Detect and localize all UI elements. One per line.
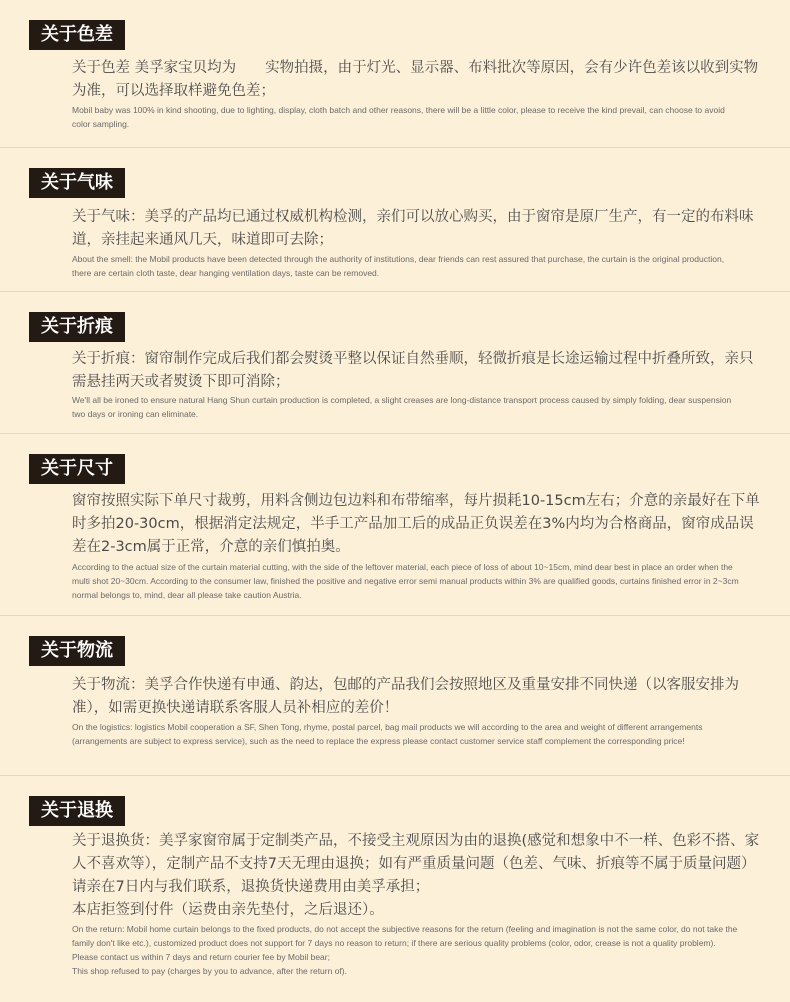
body-en-paragraph: This shop refused to pay (charges by you to advance, after the return of). [72, 966, 347, 976]
body-en-paragraph: We'll all be ironed to ensure natural Hang Shun curtain production is completed, a slight creases are long-distance transport process caused by simply folding, dear suspension two days or ironing can eliminate. [72, 395, 732, 419]
section-body-en [72, 393, 742, 421]
section-body-cn [72, 490, 760, 559]
body-cn-paragraph: 关于气味：美孚的产品均已通过权威机构检测，亲们可以放心购买，由于窗帘是原厂生产，有一定的布料味道，亲挂起来通风几天，味道即可去除； [72, 209, 754, 248]
body-cn-paragraph: 本店拒签到付件（运费由亲先垫付，之后退还）。 [72, 902, 384, 918]
body-cn-paragraph: 关于折痕：窗帘制作完成后我们都会熨烫平整以保证自然垂顺，轻微折痕是长途运输过程中折叠所致，亲只需悬挂两天或者熨烫下即可消除； [72, 351, 754, 390]
section-body-cn [72, 57, 760, 103]
body-cn-paragraph: 关于物流：美孚合作快递有申通、韵达，包邮的产品我们会按照地区及重量安排不同快递（以客服安排为准），如需更换快递请联系客服人员补相应的差价！ [72, 677, 739, 716]
body-en-paragraph: According to the actual size of the curtain material cutting, with the side of the leftover material, each piece of loss of about 10~15cm, mind dear best in place an order when the multi shot 20~30cm. According to the consumer law, finished the positive and negative error semi manual products within 3% are qualified goods, curtains finished error in 2~3cm normal belongs to, mind, dear all please take caution Austria. [72, 562, 739, 600]
body-cn-paragraph: 关于色差 美孚家宝贝均为 实物拍摄，由于灯光、显示器、布料批次等原因，会有少许色差该以收到实物为准，可以选择取样避免色差； [72, 60, 759, 99]
section-title: 关于折痕 [29, 312, 125, 342]
section-logistics [0, 616, 790, 776]
section-title: 关于尺寸 [29, 454, 125, 484]
section-body-en [72, 922, 742, 978]
section-body-cn [72, 348, 760, 394]
section-smell [0, 148, 790, 292]
body-cn-paragraph: 窗帘按照实际下单尺寸裁剪，用料含侧边包边料和布带缩率，每片损耗10-15cm左右；介意的亲最好在下单时多拍20-30cm，根据消定法规定，半手工产品加工后的成品正负误差在3%内均为合格商品，窗帘成品误差在2-3cm属于正常，介意的亲们慎拍奥。 [72, 493, 760, 555]
body-cn-paragraph: 关于退换货：美孚家窗帘属于定制类产品，不接受主观原因为由的退换(感觉和想象中不一样、色彩不搭、家人不喜欢等），定制产品不支持7天无理由退换；如有严重质量问题（色差、气味、折痕等不属于质量问题）请亲在7日内与我们联系，退换货快递费用由美孚承担； [72, 833, 760, 895]
body-en-paragraph: About the smell: the Mobil products have been detected through the authority of institutions, dear friends can rest assured that purchase, the curtain is the original production, there are certain cloth taste, dear hanging ventilation days, taste can be removed. [72, 254, 725, 278]
section-body-cn [72, 206, 760, 252]
body-en-paragraph: Mobil baby was 100% in kind shooting, due to lighting, display, cloth batch and other reasons, there will be a little color, please to receive the kind prevail, can choose to avoid color sampling. [72, 105, 725, 129]
section-creases [0, 292, 790, 434]
section-body-cn [72, 830, 760, 922]
section-size [0, 434, 790, 616]
section-title: 关于物流 [29, 636, 125, 666]
section-body-en [72, 252, 742, 280]
section-title: 关于气味 [29, 168, 125, 198]
section-returns [0, 776, 790, 1002]
section-title: 关于退换 [29, 796, 125, 826]
body-en-paragraph: On the logistics: logistics Mobil cooperation a SF, Shen Tong, rhyme, postal parcel, bag mail products we will according to the area and weight of different arrangements (arrangements are subject to express service), such as the need to replace the express please contact customer service staff complement the corresponding price! [72, 722, 703, 746]
section-color-difference [0, 0, 790, 148]
section-body-en [72, 560, 742, 602]
section-body-en [72, 720, 742, 748]
section-body-cn [72, 674, 760, 720]
section-title: 关于色差 [29, 20, 125, 50]
body-en-paragraph: On the return: Mobil home curtain belongs to the fixed products, do not accept the subjective reasons for the return (feeling and imagination is not the same color, do not take the family don't like etc.), customized product does not support for 7 days no reason to return; if there are serious quality problems (color, odor, crease is not a quality problem). Please contact us within 7 days and return courier fee by Mobil bear; [72, 924, 738, 962]
section-body-en [72, 103, 742, 131]
